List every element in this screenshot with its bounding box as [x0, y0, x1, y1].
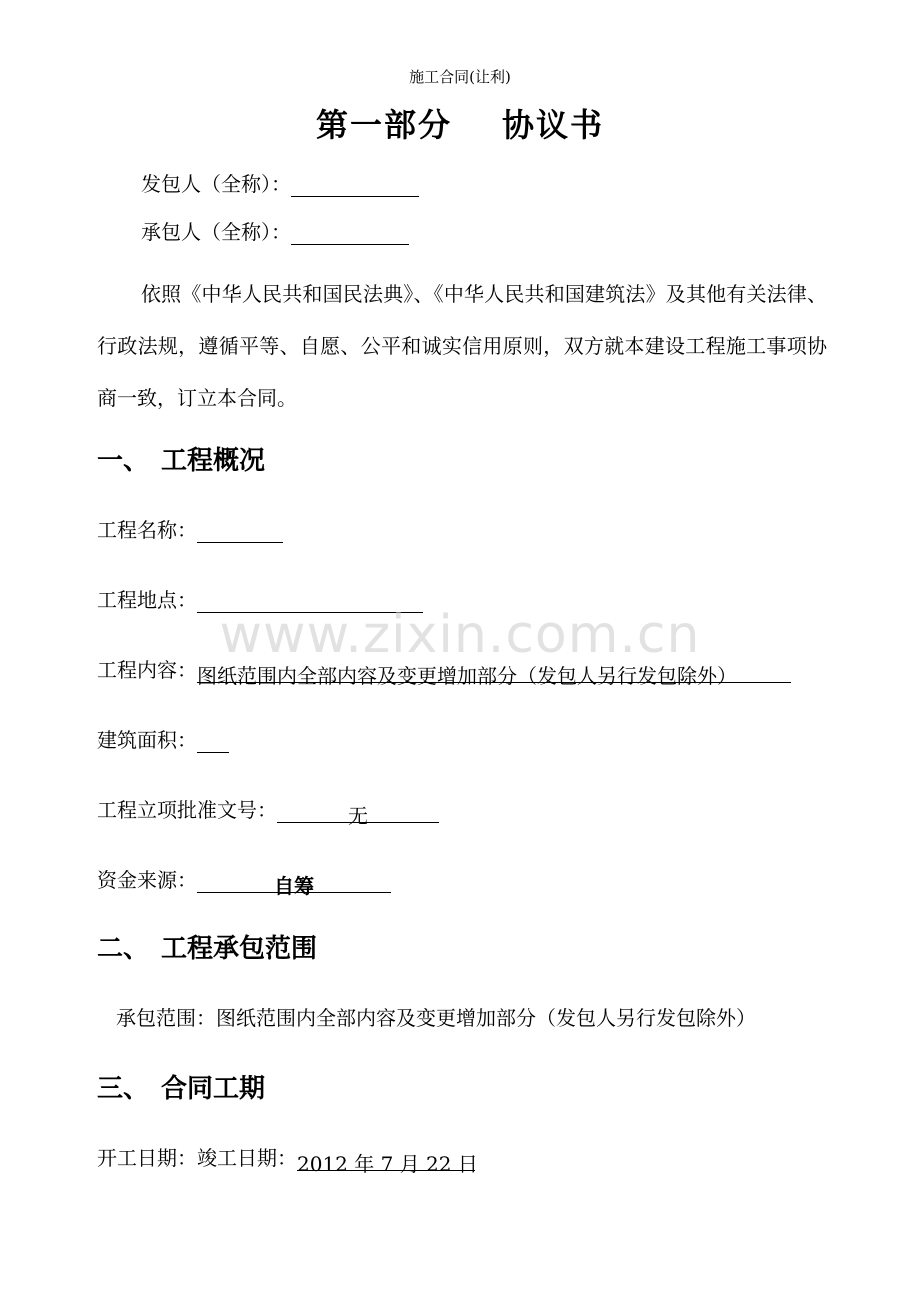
section-2-heading [97, 928, 317, 965]
employer-line [141, 168, 419, 197]
contractor-label: 承包人（全称）： [141, 220, 291, 244]
scope-line: 承包范围：图纸范围内全部内容及变更增加部分（发包人另行发包除外） [116, 1006, 756, 1030]
project-name-label: 工程名称： [97, 518, 197, 542]
employer-label: 发包人（全称）： [141, 172, 291, 196]
project-content-label: 工程内容： [97, 658, 197, 682]
title-name: 协议书 [502, 106, 605, 144]
funding-source-value: 自筹 [197, 870, 391, 893]
section-1-number: 一、 [97, 446, 150, 476]
section-3-heading [97, 1068, 265, 1105]
section-3-number: 三、 [97, 1074, 150, 1104]
title-part: 第一部分 [315, 106, 452, 144]
project-name-line [97, 514, 283, 543]
intro-paragraph: 依照《中华人民共和国民法典》、《中华人民共和国建筑法》及其他有关法律、行政法规，遵循平等、自愿、公平和诚实信用原则，双方就本建设工程施工事项协商一致，订立本合同。 [97, 282, 827, 410]
project-content-value: 图纸范围内全部内容及变更增加部分（发包人另行发包除外） [197, 660, 791, 683]
approval-number-value: 无 [277, 800, 439, 823]
completion-date-value: 2012 年 7 月 22 日 [297, 1148, 475, 1171]
funding-source-line [97, 864, 391, 898]
dates-line [97, 1142, 478, 1176]
contractor-blank[interactable] [291, 222, 409, 245]
building-area-line [97, 724, 229, 753]
section-3-title: 合同工期 [161, 1074, 266, 1104]
section-2-title: 工程承包范围 [161, 934, 318, 964]
approval-number-line [97, 794, 439, 828]
section-1-title: 工程概况 [161, 446, 266, 476]
building-area-blank[interactable] [197, 730, 229, 753]
project-location-label: 工程地点： [97, 588, 197, 612]
project-content-line [97, 654, 791, 688]
page-title [0, 100, 920, 146]
section-1-heading [97, 440, 265, 477]
building-area-label: 建筑面积： [97, 728, 197, 752]
contractor-line [141, 216, 409, 245]
dates-label: 开工日期：竣工日期： [97, 1146, 297, 1170]
document-header: 施工合同(让利) [409, 68, 511, 86]
watermark: www.zixin.com.cn [219, 605, 701, 665]
project-name-blank[interactable] [197, 520, 283, 543]
funding-source-label: 资金来源： [97, 868, 197, 892]
section-2-number: 二、 [97, 934, 150, 964]
approval-number-label: 工程立项批准文号： [97, 798, 277, 822]
employer-blank[interactable] [291, 174, 419, 197]
